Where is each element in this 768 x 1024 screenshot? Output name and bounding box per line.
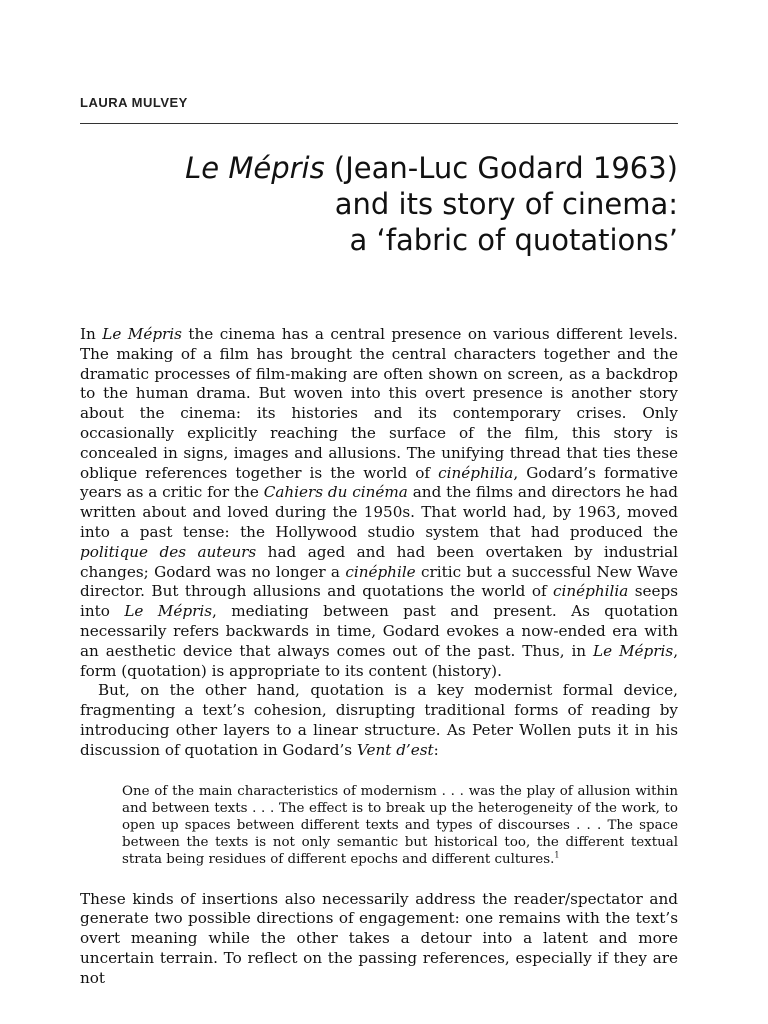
footnote-marker[interactable]: 1 bbox=[554, 850, 560, 860]
title-film-name: Le Mépris bbox=[185, 151, 325, 185]
p2-text: But, on the other hand, quotation is a key modernist formal device, fragmenting a text’s cohesion, disrupting traditional forms of reading by introducing other layers to a linear structure. As Peter Wollen puts it in his discussion of quotation in Godard’s bbox=[80, 681, 678, 759]
title-line-2: and its story of cinema: bbox=[334, 187, 678, 221]
p1-italic: Le Mépris bbox=[124, 602, 212, 621]
p1-text: had aged and had been overtaken by industrial changes; Godard was no longer a bbox=[80, 542, 678, 581]
title-line-1-rest: (Jean-Luc Godard 1963) bbox=[324, 151, 678, 185]
paragraph-3 bbox=[80, 890, 678, 989]
p2-italic: Vent d’est bbox=[356, 740, 434, 759]
p1-italic: cinéphilia bbox=[438, 463, 514, 482]
p1-text: critic but a successful New Wave director. But through allusions and quotations the world of bbox=[80, 562, 678, 601]
header-rule bbox=[80, 123, 678, 124]
p1-text: , form (quotation) is appropriate to its content (history). bbox=[80, 641, 679, 680]
p3-text: These kinds of insertions also necessarily address the reader/spectator and generate two possible directions of engagement: one remains with the text’s overt meaning while the other takes a detour into a latent and more uncertain terrain. To reflect on the passing references, especially if they are not bbox=[80, 889, 678, 987]
p1-italic: Cahiers du cinéma bbox=[263, 483, 408, 502]
p1-text: , Godard’s formative years as a critic for the bbox=[80, 463, 678, 502]
p1-text: , mediating between past and present. As quotation necessarily refers backwards in time, Godard evokes a now-ended era with an aesthetic device that always comes out of the past. Thus, in bbox=[80, 602, 678, 660]
p1-text: and the films and directors he had written about and loved during the 1950s. That world had, by 1963, moved into a past tense: the Hollywood studio system that had produced the bbox=[80, 483, 678, 541]
article-title bbox=[80, 150, 678, 258]
article-body bbox=[80, 325, 678, 989]
p1-italic: cinéphile bbox=[345, 562, 416, 581]
p1-italic: cinéphilia bbox=[553, 582, 629, 601]
p1-italic: Le Mépris bbox=[102, 325, 182, 343]
p1-text: seeps into bbox=[80, 582, 678, 621]
running-head-author: LAURA MULVEY bbox=[80, 95, 188, 110]
p1-text: the cinema has a central presence on various different levels. The making of a film has brought the central characters together and the dramatic processes of film-making are often shown on screen, as a backdrop to the human drama. But woven into this overt presence is another story about the cinema: its histories and its contemporary crises. Only occasionally explicitly reaching the surface of the film, this story is concealed in signs, images and allusions. The unifying thread that ties these oblique references together is the world of bbox=[80, 325, 679, 482]
p1-italic: Le Mépris bbox=[593, 641, 674, 660]
p2-text: : bbox=[433, 740, 439, 759]
paragraph-1 bbox=[80, 325, 678, 681]
block-quote-text: One of the main characteristics of modernism . . . was the play of allusion within and between texts . . . The effect is to break up the heterogeneity of the work, to open up spaces between different texts and types of discourses . . . The space between the texts is not only semantic but historical too, the different textual strata being residues of different epochs and different cultures. bbox=[122, 783, 678, 867]
p1-text: In bbox=[80, 325, 103, 343]
title-line-1 bbox=[80, 150, 678, 186]
p1-italic: politique des auteurs bbox=[80, 542, 257, 561]
title-line-3: a ‘fabric of quotations’ bbox=[349, 223, 678, 257]
paragraph-2 bbox=[80, 681, 678, 760]
block-quote bbox=[122, 783, 678, 868]
